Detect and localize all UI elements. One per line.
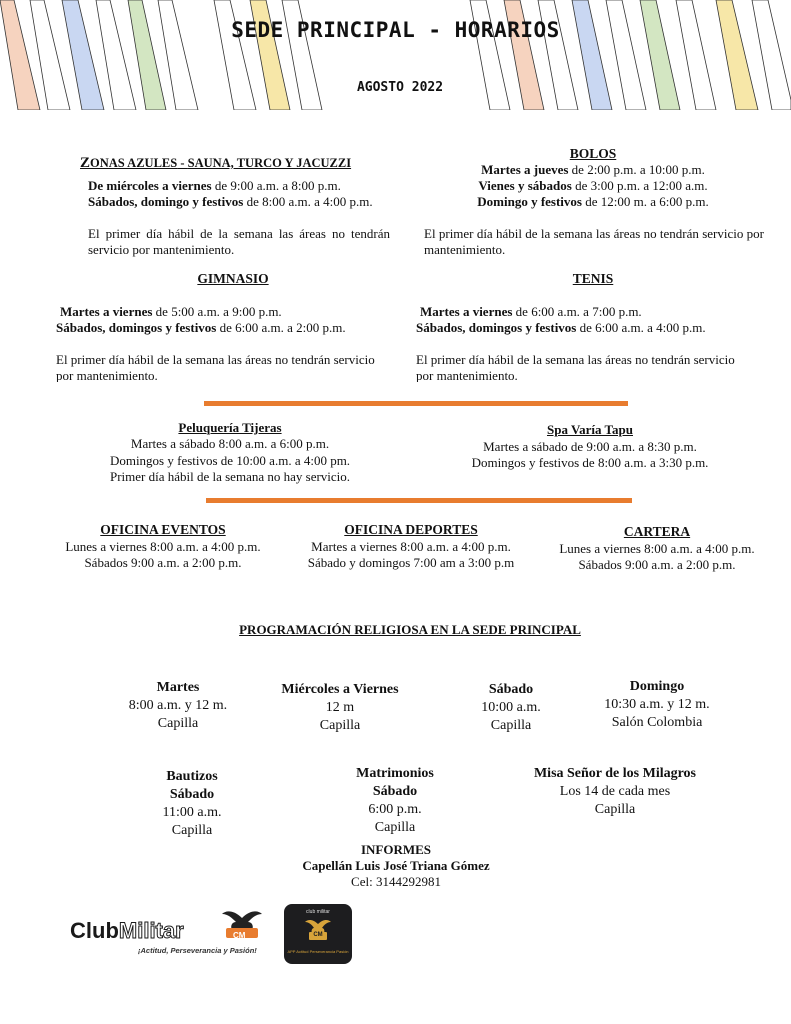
bolos-line-3 <box>430 194 756 210</box>
bolos-days-1: Martes a jueves <box>481 162 569 177</box>
religiosa-bautizos-subtitle: Sábado <box>169 787 215 802</box>
app-eagle-icon <box>304 918 332 942</box>
zonas-azules-line-2 <box>88 194 373 210</box>
gimnasio-days-1: Martes a viernes <box>60 304 153 319</box>
zonas-azules-heading-services: SAUNA, TURCO Y JACUZZI <box>187 156 352 170</box>
gimnasio-hours-1: de 5:00 a.m. a 9:00 p.m. <box>152 304 282 319</box>
religiosa-sabado-title: Sábado <box>488 682 534 697</box>
oficina-deportes-line-2: Sábado y domingos 7:00 am a 3:00 p.m <box>307 555 515 570</box>
spa-line-1: Martes a sábado de 9:00 a.m. a 8:30 p.m. <box>483 439 697 454</box>
oficina-deportes-heading: OFICINA DEPORTES <box>344 522 478 537</box>
app-logo-badge: CM <box>313 932 323 938</box>
cartera-line-2: Sábados 9:00 a.m. a 2:00 p.m. <box>578 557 736 572</box>
religiosa-sabado-place: Capilla <box>490 718 532 733</box>
zonas-azules-heading-initial: Z <box>80 155 91 171</box>
zonas-azules-note: El primer día hábil de la semana las áreas no tendrán servicio por mantenimiento. <box>88 226 390 257</box>
informes-heading: INFORMES <box>360 842 432 857</box>
club-logo-word-militar: Militar <box>118 918 184 943</box>
religiosa-bautizos-place: Capilla <box>171 823 213 838</box>
app-logo-top-text: club militar <box>306 909 330 915</box>
religiosa-misa-milagros <box>500 765 730 819</box>
religiosa-domingo-place: Salón Colombia <box>611 715 703 730</box>
cartera-heading: CARTERA <box>623 524 691 539</box>
informes-block <box>246 842 546 890</box>
religiosa-matrimonios-place: Capilla <box>374 820 416 835</box>
club-logo-badge: CM <box>233 931 246 940</box>
spa-line-2: Domingos y festivos de 8:00 a.m. a 3:30 p.m. <box>471 455 709 470</box>
spa-heading: Spa Varía Tapu <box>546 422 633 437</box>
bolos-line-2 <box>430 178 756 194</box>
zonas-azules-hours-1: de 9:00 a.m. a 8:00 p.m. <box>211 178 341 193</box>
religiosa-miercoles-time: 12 m <box>325 700 355 715</box>
tenis-days-1: Martes a viernes <box>420 304 513 319</box>
tenis-line-2 <box>416 320 706 336</box>
orange-divider-top <box>204 401 628 406</box>
informes-phone: Cel: 3144292981 <box>351 874 441 889</box>
religiosa-sabado <box>446 681 576 735</box>
orange-divider-bottom <box>206 498 632 503</box>
zonas-azules-hours-2: de 8:00 a.m. a 4:00 p.m. <box>243 194 373 209</box>
tenis-heading: TENIS <box>572 271 614 286</box>
zonas-azules-line-1 <box>88 178 341 194</box>
oficina-eventos-line-2: Sábados 9:00 a.m. a 2:00 p.m. <box>84 555 242 570</box>
religiosa-matrimonios-title: Matrimonios <box>356 766 434 781</box>
religiosa-domingo-title: Domingo <box>629 679 685 694</box>
oficina-deportes-line-1: Martes a viernes 8:00 a.m. a 4:00 p.m. <box>311 539 511 554</box>
gimnasio-note-line-1: El primer día hábil de la semana las áreas no tendrán servicio <box>56 352 375 367</box>
bolos-days-2: Vienes y sábados <box>478 178 572 193</box>
religiosa-martes-place: Capilla <box>157 716 199 731</box>
bolos-hours-1: de 2:00 p.m. a 10:00 p.m. <box>568 162 705 177</box>
gimnasio-heading: GIMNASIO <box>197 271 269 286</box>
oficina-eventos-heading: OFICINA EVENTOS <box>100 522 226 537</box>
religiosa-sabado-time: 10:00 a.m. <box>481 700 541 715</box>
religiosa-martes <box>98 679 258 733</box>
bolos-hours-2: de 3:00 p.m. a 12:00 a.m. <box>571 178 708 193</box>
religiosa-bautizos-title: Bautizos <box>166 769 218 784</box>
club-logo-word-club: Club <box>70 918 119 943</box>
zonas-azules-heading-separator: - <box>177 156 188 170</box>
bolos-hours-3: de 12:00 m. a 6:00 p.m. <box>581 194 709 209</box>
bolos-heading: BOLOS <box>569 146 617 161</box>
tenis-note-line-1: El primer día hábil de la semana las áreas no tendrán servicio <box>416 352 735 367</box>
page-subtitle-month: AGOSTO 2022 <box>356 80 444 95</box>
club-logo-tagline: ¡Actitud, Perseverancia y Pasión! <box>138 946 257 955</box>
bolos-note: El primer día hábil de la semana las áreas no tendrán servicio por mantenimiento. <box>424 226 764 257</box>
informes-chaplain-name: Capellán Luis José Triana Gómez <box>302 858 490 873</box>
religiosa-martes-time: 8:00 a.m. y 12 m. <box>128 698 228 713</box>
religiosa-bautizos <box>122 768 262 840</box>
religiosa-miercoles <box>260 681 420 735</box>
gimnasio-hours-2: de 6:00 a.m. a 2:00 p.m. <box>216 320 346 335</box>
religiosa-misa-title: Misa Señor de los Milagros <box>533 766 697 781</box>
religiosa-domingo-time: 10:30 a.m. y 12 m. <box>604 697 710 712</box>
zonas-azules-heading-word: ONAS AZULES <box>90 156 178 170</box>
religiosa-bautizos-time: 11:00 a.m. <box>162 805 222 820</box>
page-title: SEDE PRINCIPAL - HORARIOS <box>231 18 560 42</box>
club-militar-app-logo <box>284 904 352 964</box>
gimnasio-line-1 <box>60 304 282 320</box>
bolos-days-3: Domingo y festivos <box>477 194 582 209</box>
peluqueria-line-3: Primer día hábil de la semana no hay servicio. <box>109 469 351 484</box>
zonas-azules-days-1: De miércoles a viernes <box>88 178 212 193</box>
bolos-line-1 <box>430 162 756 178</box>
cartera-line-1: Lunes a viernes 8:00 a.m. a 4:00 p.m. <box>559 541 755 556</box>
religiosa-misa-place: Capilla <box>594 802 636 817</box>
zonas-azules-heading <box>80 154 351 172</box>
app-logo-bottom-text: APP Actitud Perseverancia Pasión <box>287 949 349 954</box>
religiosa-miercoles-place: Capilla <box>319 718 361 733</box>
gimnasio-days-2: Sábados, domingos y festivos <box>56 320 217 335</box>
zonas-azules-days-2: Sábados, domingo y festivos <box>88 194 244 209</box>
peluqueria-line-2: Domingos y festivos de 10:00 a.m. a 4:00 pm. <box>109 453 351 468</box>
religiosa-martes-title: Martes <box>156 680 200 695</box>
religiosa-misa-time: Los 14 de cada mes <box>559 784 671 799</box>
tenis-line-1 <box>420 304 642 320</box>
tenis-days-2: Sábados, domingos y festivos <box>416 320 577 335</box>
religiosa-miercoles-title: Miércoles a Viernes <box>281 682 399 697</box>
religiosa-matrimonios <box>320 765 470 837</box>
club-militar-logo <box>70 914 270 964</box>
tenis-hours-2: de 6:00 a.m. a 4:00 p.m. <box>576 320 706 335</box>
peluqueria-line-1: Martes a sábado 8:00 a.m. a 6:00 p.m. <box>130 436 330 451</box>
religiosa-domingo <box>582 678 732 732</box>
peluqueria-heading: Peluquería Tijeras <box>178 420 282 435</box>
tenis-hours-1: de 6:00 a.m. a 7:00 p.m. <box>512 304 642 319</box>
religiosa-matrimonios-time: 6:00 p.m. <box>368 802 422 817</box>
tenis-note-line-2: por mantenimiento. <box>416 368 518 382</box>
religiosa-matrimonios-subtitle: Sábado <box>372 784 418 799</box>
gimnasio-note-line-2: por mantenimiento. <box>56 368 158 382</box>
oficina-eventos-line-1: Lunes a viernes 8:00 a.m. a 4:00 p.m. <box>65 539 261 554</box>
religiosa-heading: PROGRAMACIÓN RELIGIOSA EN LA SEDE PRINCIPAL <box>239 622 581 637</box>
gimnasio-line-2 <box>56 320 346 336</box>
